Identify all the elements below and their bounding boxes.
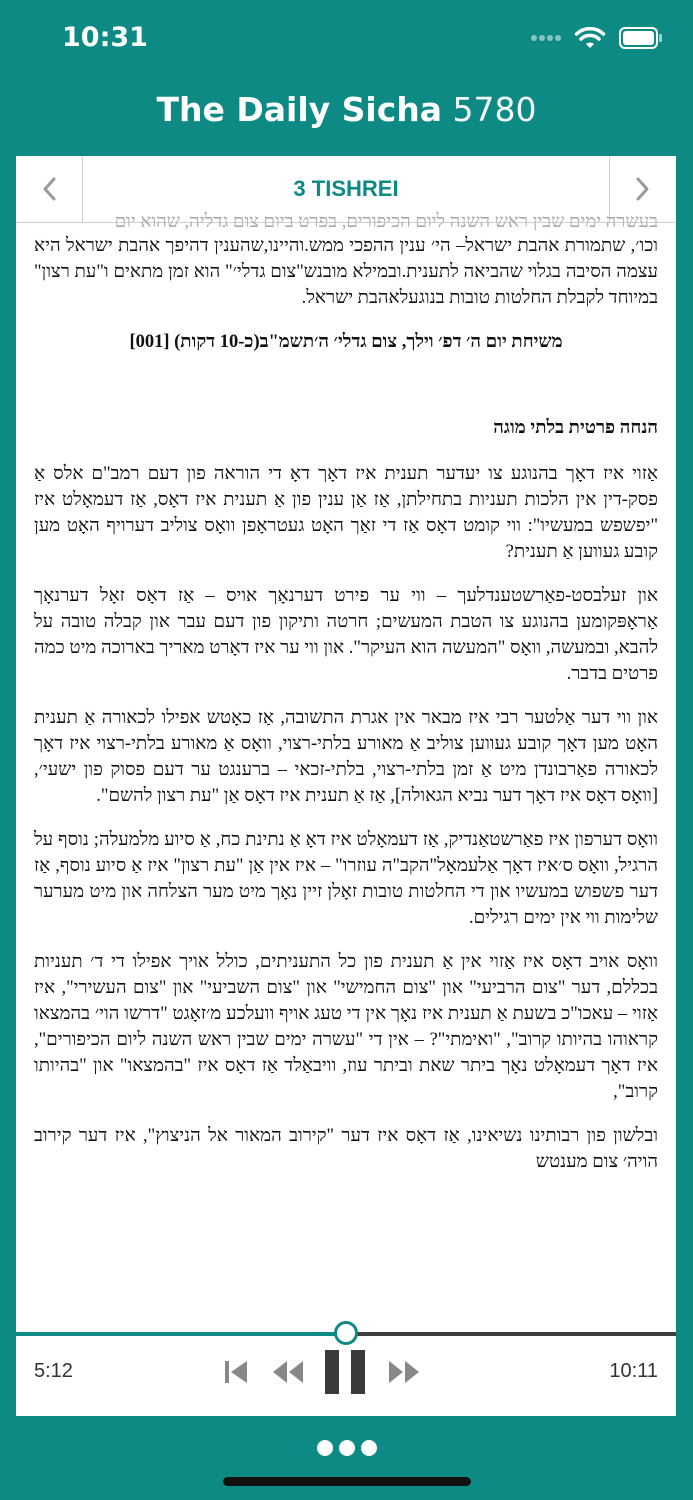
fast-forward-icon xyxy=(388,1358,420,1386)
pause-icon xyxy=(323,1349,367,1395)
fast-forward-button[interactable] xyxy=(382,1348,426,1396)
sicha-text-scroll[interactable] xyxy=(16,212,676,1333)
content-card xyxy=(16,156,676,1416)
paragraph-2: אַזוי איז דאָך בהנוגע צו יעדער תענית איז דאָך דאָ די הוראה פון דעם רמב"ם אלס אַ פסק-דין אין הלכות תעניות בתחילתן, אַז אַן ענין פון אַ תענית איז דאָס, אַז דעמאָלט איז "יפשפש במעשיו": ווי קומט דאָס אַז די זאַך האָט געטראָפן וואָס צוליב דערויף האָט מען קובע געווען אַ תענית? xyxy=(34,464,658,562)
wifi-icon xyxy=(575,26,605,55)
page-indicator xyxy=(0,1440,693,1456)
app-year: 5780 xyxy=(452,90,537,129)
text-line-cut: בעשרה ימים שבין ראש השנה ליום הכיפורים, בפרט ביום צום גדליה, שהוא יום xyxy=(114,212,658,232)
elapsed-time: 5:12 xyxy=(34,1360,73,1382)
paragraph-6: וואָס אויב דאָס איז אַזוי אין אַ תענית פון כל התעניתים, כולל אויך אפילו די ד׳ תעניות בכללם, דער "צום הרביעי" און "צום החמישי" און "צום השביעי" און "צום העשירי", איז אַזוי – עאכו"כ בשעת אַ תענית איז נאָך אין די טעג אויף וועלכע מ׳זאָגט "דרשו הוי׳ בהמצאו קראוהו בהיותו קרוב", "ואימתי"? – אין די "עשרה ימים שבין ראש השנה ליום הכיפורים", איז דאָך דעמאָלט נאָך ביתר שאת וביתר עוז, וויבאַלד אַז דאָס איז "בהמצאו" און "בהיותו קרוב", xyxy=(34,952,658,1102)
date-title: 3 TISHREI xyxy=(293,176,399,201)
skip-back-button[interactable] xyxy=(216,1348,256,1396)
app-header xyxy=(0,90,693,150)
rewind-icon xyxy=(272,1358,304,1386)
playback-controls xyxy=(216,1348,416,1396)
chevron-left-icon xyxy=(41,176,57,202)
page-dot[interactable] xyxy=(339,1440,355,1456)
status-icons xyxy=(531,26,663,55)
paragraph-5: וואָס דערפון איז פאַרשטאַנדיק, אַז דעמאָלט איז דאָ אַ נתינת כח, אַ סיוע מלמעלה; נוסף על הרגיל, וואָס ס׳איז דאָך אַלעמאָל"הקב"ה עוזרו" – איז אין אַן "עת רצון" איז אַ סיוע נוסף, אַז דער פשפוש במעשיו און די החלטות טובות זאָלן זיין נאָך מיט מער הצלחה און מיט מערער שלימות ווי אין ימים רגילים. xyxy=(34,830,658,928)
page-dot[interactable] xyxy=(361,1440,377,1456)
skip-back-icon xyxy=(222,1358,250,1386)
source-line: משיחת יום ה׳ דפ׳ וילך, צום גדלי׳ ה׳תשמ"ב(כ-10 דקות) [001] xyxy=(129,332,563,352)
sicha-text xyxy=(34,209,658,1193)
home-indicator xyxy=(223,1477,471,1486)
status-time: 10:31 xyxy=(62,22,148,53)
section-heading: הנחה פרטית בלתי מוגה xyxy=(493,418,658,438)
paragraph-4: און ווי דער אַלטער רבי איז מבאר אין אגרת התשובה, אַז כאָטש אפילו לכאורה אַ תענית האָט מען דאָך קובע געווען צוליב אַ מאורע בלתי-רצוי, וואָס אַ מאורע בלתי-רצוי איז דאָך לכאורה פאַרבונדן מיט אַ זמן בלתי-רצוי, בלתי-זכאי – ברענגט ער דעם פסוק פון ישעי׳, [וואָס דאָס איז דאָך דער נביא הגאולה], אַז אַ תענית איז דאָס אַן "עת רצון להשם". xyxy=(34,708,658,806)
status-bar xyxy=(0,0,693,80)
page-dot[interactable] xyxy=(317,1440,333,1456)
progress-fill xyxy=(16,1332,346,1336)
paragraph-1: וכו׳, שתמורת אהבת ישראל– הי׳ ענין ההפכי ממש.והיינו,שהענין דהיפך אהבת ישראל היא עצמה הסיבה בגלוי שהביאה לתענית.ובמילא מובנש"צום גדלי׳" הוא זמן מתאים ו"עת רצון" במיוחד לקבלת החלטות טובות בנוגעלאהבת ישראל. xyxy=(34,236,658,308)
chevron-right-icon xyxy=(635,176,651,202)
progress-thumb[interactable] xyxy=(334,1321,358,1345)
app-title: The Daily Sicha xyxy=(156,90,443,129)
battery-icon xyxy=(619,27,663,54)
cellular-signal-icon xyxy=(531,31,561,50)
total-time: 10:11 xyxy=(609,1360,658,1382)
paragraph-7: ובלשון פון רבותינו נשיאינו, אַז דאָס איז דער "קירוב המאור אל הניצוץ", איז דער קירוב הויה׳ צום מענטש xyxy=(34,1126,658,1172)
pause-button[interactable] xyxy=(320,1348,370,1396)
rewind-button[interactable] xyxy=(266,1348,310,1396)
audio-player xyxy=(16,1332,676,1416)
paragraph-3: און זעלבסט-פאַרשטענדלעך – ווי ער פירט דערנאָך אויס – אַז דאָס זאָל דערנאָך אַראָפּקומען בהנוגע צו הטבת המעשים; חרטה ותיקון פון דעם עבר און קבלה טובה על להבא, ובמעשה, וואָס "המעשה הוא העיקר". און ווי ער איז דאָרט מאריך בארוכה מיט כמה פרטים בדבר. xyxy=(34,586,658,684)
